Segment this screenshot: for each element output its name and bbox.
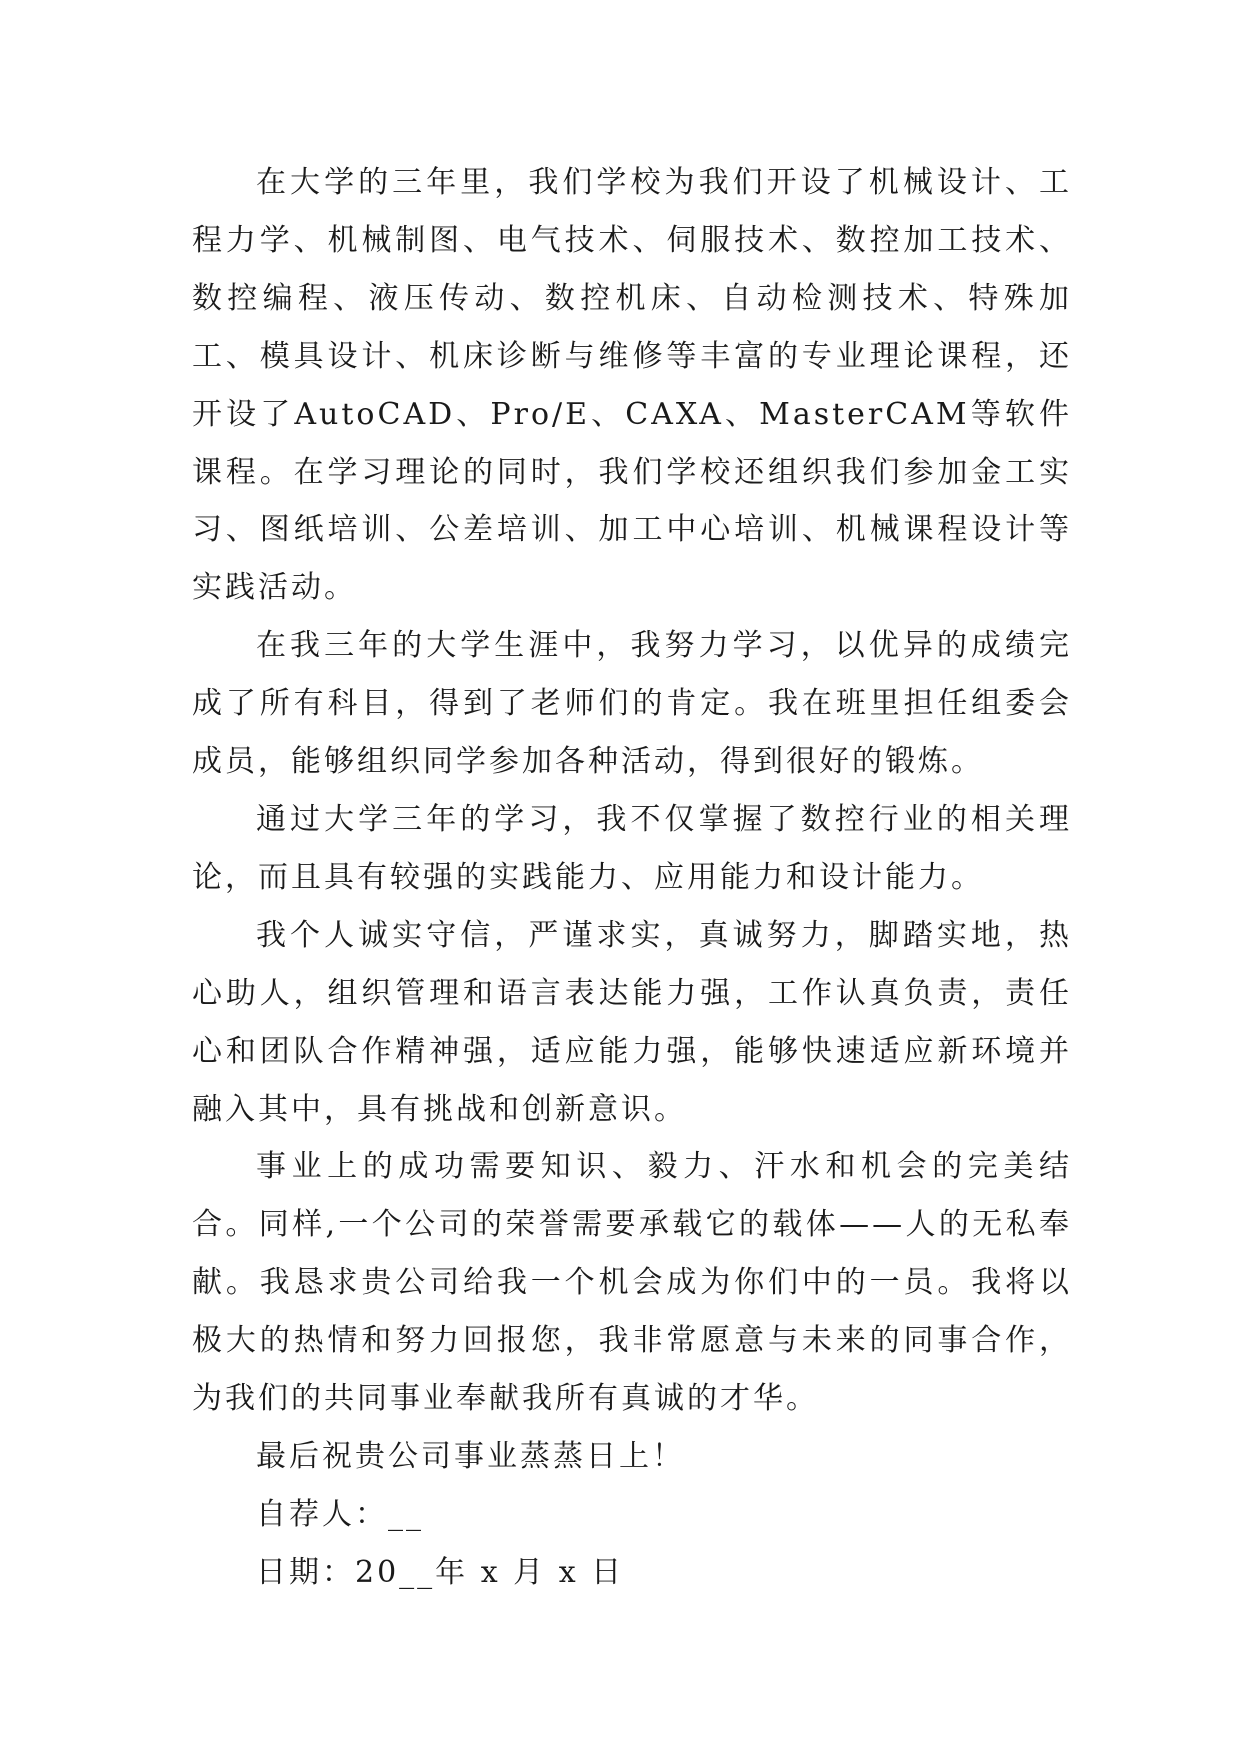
paragraph-academic-performance: 在我三年的大学生涯中，我努力学习，以优异的成绩完成了所有科目，得到了老师们的肯定。我在班里担任组委会成员，能够组织同学参加各种活动，得到很好的锻炼。: [192, 628, 1072, 780]
paragraph-courses: 在大学的三年里，我们学校为我们开设了机械设计、工程力学、机械制图、电气技术、伺服技术、数控加工技术、数控编程、液压传动、数控机床、自动检测技术、特殊加工、模具设计、机床诊断与维修等丰富的专业理论课程，还开设了AutoCAD、Pro/E、CAXA、MasterCAM等软件课程。在学习理论的同时，我们学校还组织我们参加金工实习、图纸培训、公差培训、加工中心培训、机械课程设计等实践活动。: [192, 165, 1072, 606]
document-body: [192, 154, 1072, 1602]
paragraph-request: 事业上的成功需要知识、毅力、汗水和机会的完美结合。同样,一个公司的荣誉需要承载它的载体——人的无私奉献。我恳求贵公司给我一个机会成为你们中的一员。我将以极大的热情和努力回报您，我非常愿意与未来的同事合作，为我们的共同事业奉献我所有真诚的才华。: [192, 1149, 1072, 1417]
paragraph-abilities: 通过大学三年的学习，我不仅掌握了数控行业的相关理论，而且具有较强的实践能力、应用能力和设计能力。: [192, 801, 1072, 895]
paragraph-personal-qualities: 我个人诚实守信，严谨求实，真诚努力，脚踏实地，热心助人，组织管理和语言表达能力强，工作认真负责，责任心和团队合作精神强，适应能力强，能够快速适应新环境并融入其中，具有挑战和创新意识。: [192, 917, 1072, 1127]
signature-line: 自荐人：__: [256, 1496, 424, 1532]
date-line: 日期：20__年 x 月 x 日: [256, 1554, 625, 1590]
closing-line: 最后祝贵公司事业蒸蒸日上！: [256, 1438, 685, 1474]
